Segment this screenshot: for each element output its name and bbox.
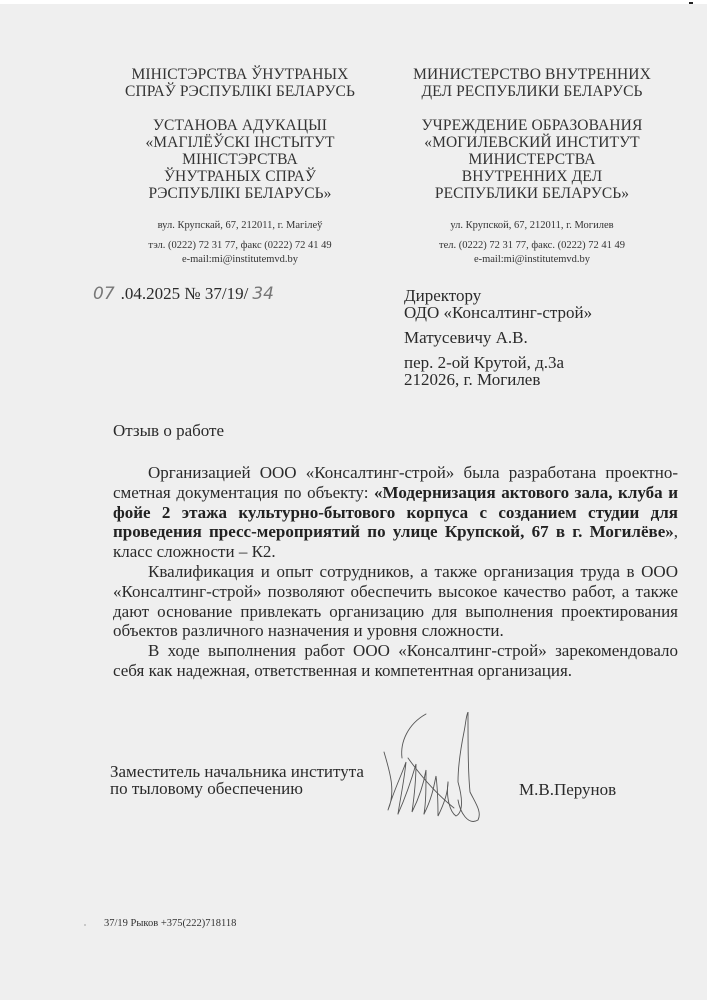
institution-name-be-5: РЭСПУБЛІКІ БЕЛАРУСЬ» xyxy=(148,185,332,202)
phone-ru: тел. (0222) 72 31 77, факс. (0222) 72 41 49 xyxy=(439,240,625,251)
institution-name-be-1: УСТАНОВА АДУКАЦЫІ xyxy=(152,117,328,134)
registration-date-number: .04.2025 № 37/19/ xyxy=(120,284,249,303)
signatory-position-2: по тыловому обеспечению xyxy=(110,779,303,798)
ministry-name-ru-2: ДЕЛ РЕСПУБЛИКИ БЕЛАРУСЬ xyxy=(421,83,643,100)
institution-name-ru-2: «МОГИЛЕВСКИЙ ИНСТИТУТ xyxy=(424,134,640,151)
institution-name-ru-5: РЕСПУБЛИКИ БЕЛАРУСЬ» xyxy=(434,185,630,202)
project-title: «Модернизация актового зала, клуба и фойе 2 этажа культурно-бытового корпуса с созданием студии для проведения пресс-мероприятий по улице Крупской, 67 в г. Могилёве» xyxy=(113,482,679,542)
institution-name-ru-3: МИНИСТЕРСТВА xyxy=(468,151,596,168)
institution-name-ru-1: УЧРЕЖДЕНИЕ ОБРАЗОВАНИЯ xyxy=(421,117,643,134)
institution-name-be-4: ЎНУТРАНЫХ СПРАЎ xyxy=(163,168,317,185)
recipient-block xyxy=(404,287,592,388)
ministry-name-be-2: СПРАЎ РЭСПУБЛІКІ БЕЛАРУСЬ xyxy=(125,83,355,100)
signatory-name: М.В.Перунов xyxy=(519,780,617,799)
recipient-city: 212026, г. Могилев xyxy=(404,370,541,389)
ministry-name-ru-1: МИНИСТЕРСТВО ВНУТРЕННИХ xyxy=(413,66,651,83)
scan-speck xyxy=(84,924,86,926)
letterhead-belarusian xyxy=(110,66,370,267)
phone-be: тэл. (0222) 72 31 77, факс (0222) 72 41 49 xyxy=(148,240,332,251)
email-ru: e-mail:mi@institutemvd.by xyxy=(473,254,591,265)
recipient-position: Директору xyxy=(404,286,482,305)
letter-subject: Отзыв о работе xyxy=(113,421,225,440)
handwritten-signature xyxy=(378,712,488,827)
registration-line xyxy=(93,284,274,304)
recipient-company: ОДО «Консалтинг-строй» xyxy=(404,303,593,322)
handwritten-day: 07 xyxy=(93,284,115,304)
address-ru: ул. Крупской, 67, 212011, г. Могилев xyxy=(450,220,614,231)
email-be: e-mail:mi@institutemvd.by xyxy=(181,254,299,265)
institution-name-ru-4: ВНУТРЕННИХ ДЕЛ xyxy=(461,168,603,185)
institution-name-be-2: «МАГІЛЁЎСКІ ІНСТЫТУТ xyxy=(145,134,335,151)
ministry-name-be-1: МІНІСТЭРСТВА ЎНУТРАНЫХ xyxy=(131,66,349,83)
paragraph-1-text: Организацией ООО «Консалтинг-строй» была разработана проектно-сметная документация по объекту: xyxy=(113,463,678,502)
letter-body xyxy=(113,463,678,681)
paragraph-2: Квалификация и опыт сотрудников, а также организация труда в ООО «Консалтинг-строй» позволяют обеспечить высокое качество работ, а также дают основание привлекать организацию для выполнения проектирования объектов различного назначения и уровня сложности. xyxy=(113,561,678,641)
signatory-position xyxy=(110,763,364,797)
recipient-name: Матусевичу А.В. xyxy=(404,328,528,347)
handwritten-number: 34 xyxy=(252,284,274,304)
institution-name-be-3: МІНІСТЭРСТВА xyxy=(182,151,298,168)
paragraph-1 xyxy=(113,463,678,562)
address-be: вул. Крупскай, 67, 212011, г. Магілеў xyxy=(157,220,323,231)
executor-note: 37/19 Рыков +375(222)718118 xyxy=(104,918,237,929)
letterhead-russian xyxy=(396,66,668,267)
signatory-position-1: Заместитель начальника института xyxy=(110,762,364,781)
recipient-street: пер. 2-ой Крутой, д.3а xyxy=(404,353,565,372)
paragraph-1-end: , класс сложности – К2. xyxy=(113,522,678,562)
paragraph-3: В ходе выполнения работ ООО «Консалтинг-строй» зарекомендовало себя как надежная, ответственная и компетентная организация. xyxy=(113,641,678,680)
